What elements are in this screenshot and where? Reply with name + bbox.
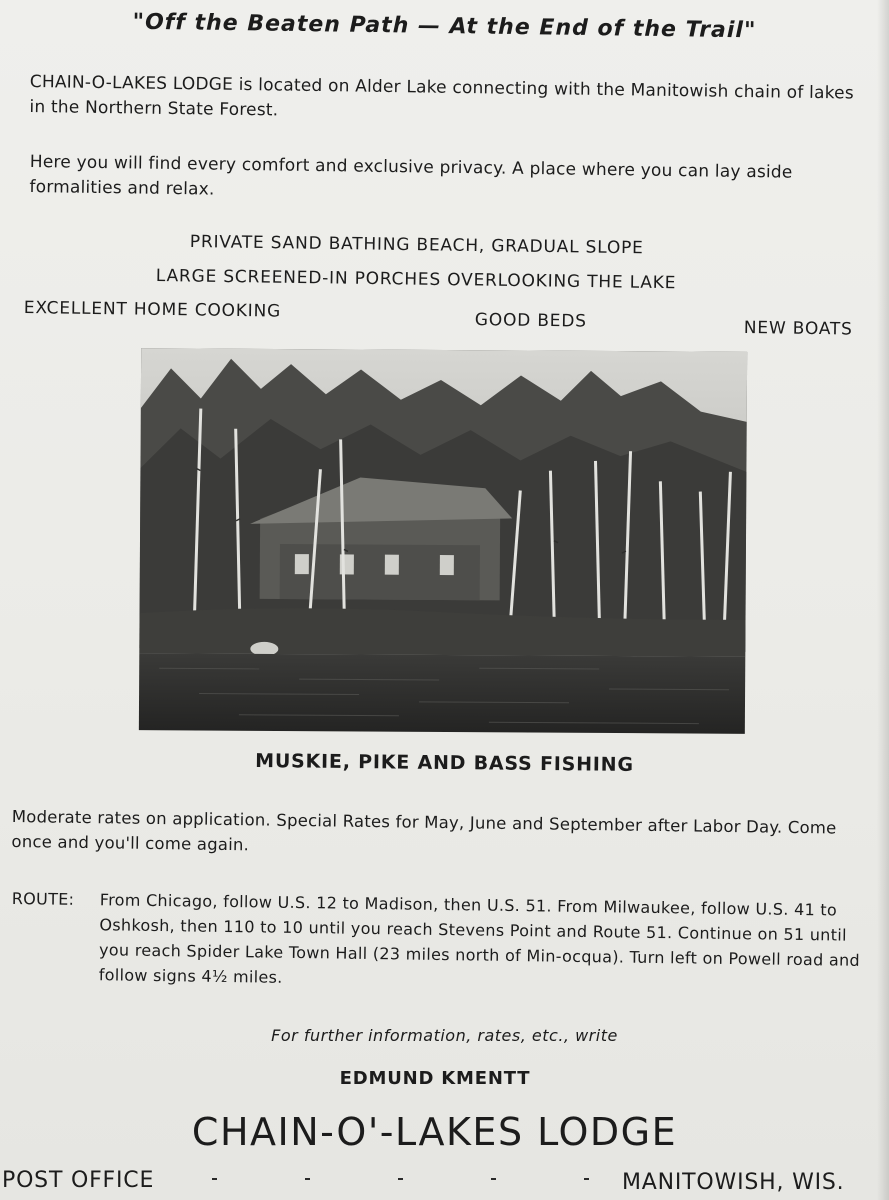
feature-cooking: EXCELLENT HOME COOKING	[23, 298, 282, 322]
leader-dash	[584, 1178, 589, 1180]
proprietor-name: EDMUND KMENTT	[339, 1068, 531, 1089]
fishing-heading: MUSKIE, PIKE AND BASS FISHING	[255, 750, 634, 776]
page-edge-shadow	[877, 0, 889, 1200]
route-directions: From Chicago, follow U.S. 12 to Madison, then U.S. 51. From Milwaukee, follow U.S. 41 to Oshkosh, then 110 to 10 until you reach Stevens Point and Route 51. Continue on 51 until you reach Spider Lake Town Hall (23 miles north of Min-ocqua). Turn left on Powell road and follow signs 4½ miles.	[98, 890, 861, 987]
leader-dash	[491, 1178, 496, 1180]
lodge-photo-illustration	[139, 348, 747, 734]
leader-dash	[398, 1178, 403, 1180]
leader-dash	[305, 1178, 310, 1180]
town-label: MANITOWISH, WIS.	[622, 1170, 845, 1195]
further-info-line: For further information, rates, etc., write	[271, 1026, 618, 1045]
post-office-label: POST OFFICE	[2, 1168, 155, 1193]
route-section	[11, 886, 872, 987]
feature-porches: LARGE SCREENED-IN PORCHES OVERLOOKING THE LAKE	[155, 266, 677, 294]
comfort-paragraph: Here you will find every comfort and exclusive privacy. A place where you can lay aside formalities and relax.	[29, 151, 793, 200]
headline: "Off the Beaten Path — At the End of the Trail"	[132, 9, 757, 44]
rates-paragraph: Moderate rates on application. Special Rates for May, June and September after Labor Day. Come once and you'll come again.	[11, 806, 837, 855]
feature-boats: NEW BOATS	[743, 318, 853, 340]
lodge-name: CHAIN-O'-LAKES LODGE	[191, 1110, 678, 1154]
intro-paragraph: CHAIN-O-LAKES LODGE is located on Alder Lake connecting with the Manitowish chain of lakes in the Northern State Forest.	[29, 71, 854, 121]
address-line	[0, 1166, 889, 1198]
feature-beach: PRIVATE SAND BATHING BEACH, GRADUAL SLOPE	[189, 232, 644, 259]
route-label: ROUTE:	[11, 888, 75, 909]
feature-beds: GOOD BEDS	[474, 310, 587, 332]
leader-dash	[212, 1178, 217, 1180]
lodge-photo	[139, 348, 747, 734]
